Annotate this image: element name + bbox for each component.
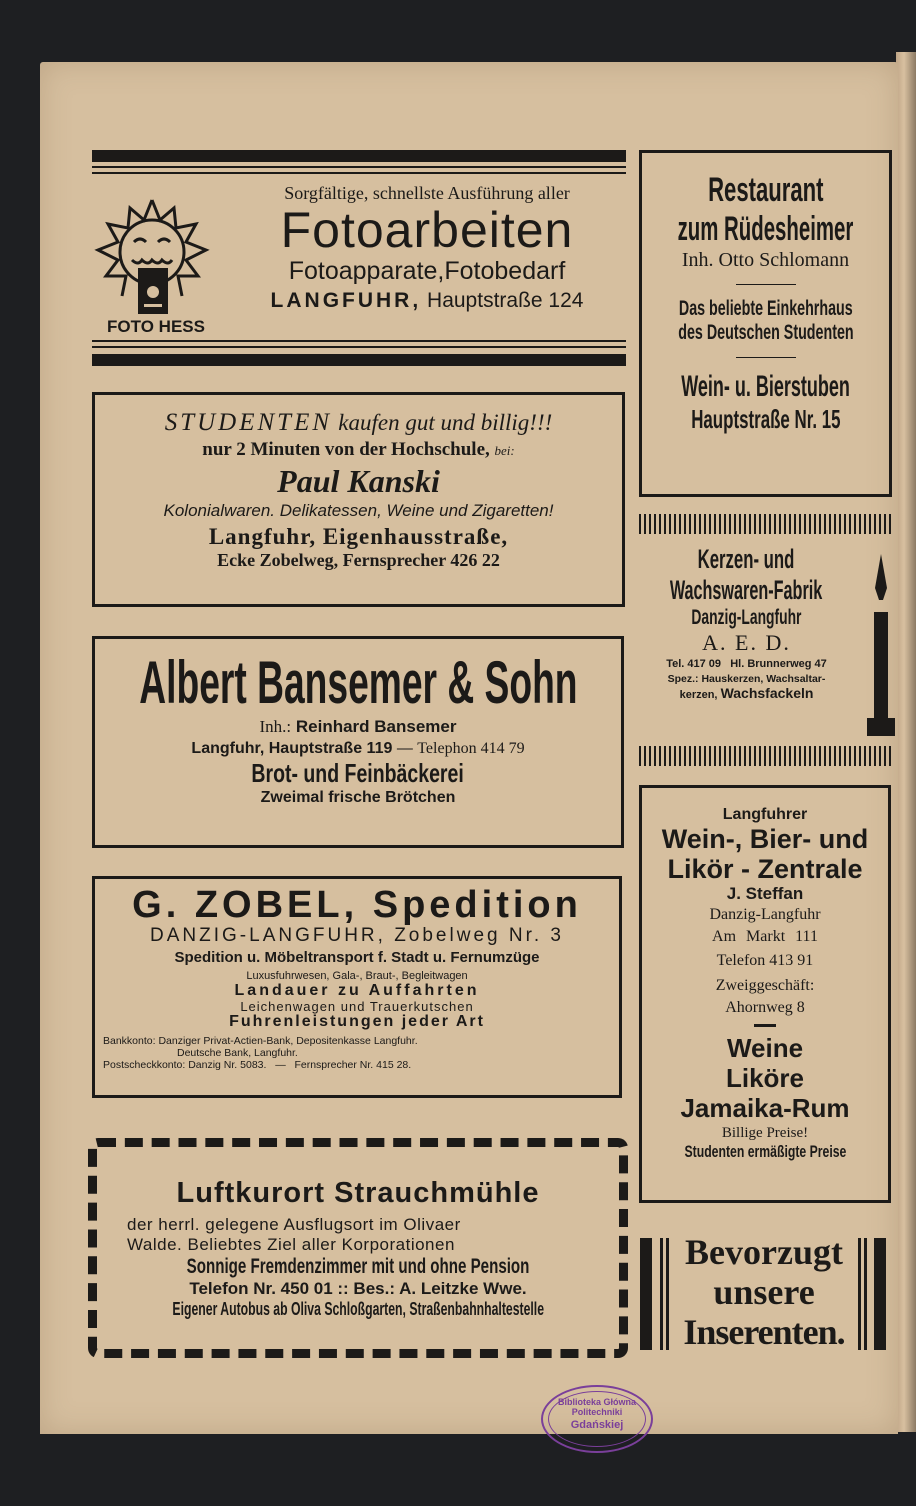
zobel-line4: Fuhrenleistungen jeder Art	[229, 1013, 485, 1030]
steffan-phone: Telefon 413 91	[716, 952, 814, 969]
steffan-students: Studenten ermäßigte Preise	[684, 1142, 846, 1161]
ad-restaurant-ruedesheimer	[639, 150, 892, 497]
kanski-address1: Langfuhr, Eigenhausstraße,	[208, 524, 509, 549]
stamp-line1: Biblioteka Główna	[557, 1397, 636, 1407]
kerzen-spez2a: kerzen,	[679, 689, 718, 701]
bansemer-phone: Telephon 414 79	[417, 740, 525, 757]
foto-address-city: LANGFUHR,	[270, 289, 422, 312]
ad-strauchmuehle	[88, 1138, 628, 1358]
stamp-line2: Politechniki	[571, 1407, 623, 1417]
restaurant-title1: Restaurant	[707, 171, 824, 209]
steffan-title2: Likör - Zentrale	[667, 854, 863, 884]
divider-line	[736, 284, 796, 285]
bevorzugt-line3: Inserenten.	[683, 1312, 845, 1352]
divider-bar	[92, 150, 626, 162]
candle-icon	[867, 554, 895, 744]
zobel-name: G. ZOBEL, Spedition	[132, 884, 582, 926]
kerzen-initials: A. E. D.	[702, 630, 791, 655]
zobel-line2: Landauer zu Auffahrten	[234, 982, 480, 999]
kerzen-contact: Tel. 417 09 Hl. Brunnerweg 47	[666, 658, 827, 670]
divider-bar	[92, 354, 626, 366]
bansemer-owner-label: Inh.:	[259, 717, 292, 736]
strauch-contact: Telefon Nr. 450 01 :: Bes.: A. Leitzke Wwe.	[189, 1279, 527, 1298]
foto-subline: Fotoapparate,Fotobedarf	[288, 257, 566, 285]
zobel-address: DANZIG-LANGFUHR, Zobelweg Nr. 3	[150, 925, 564, 946]
strauch-rooms: Sonnige Fremdenzimmer mit und ohne Pension	[186, 1255, 530, 1278]
divider-line	[92, 340, 626, 342]
kanski-slogan: kaufen gut und billig!!!	[338, 410, 553, 435]
foto-address-street: Hauptstraße 124	[427, 289, 584, 312]
ad-bevorzugt-inserenten	[636, 1230, 892, 1355]
decorative-bar	[864, 1238, 867, 1350]
kanski-address2: Ecke Zobelweg, Fernsprecher 426 22	[217, 550, 500, 570]
ad-kerzen-fabrik	[639, 510, 892, 760]
comb-border	[639, 514, 892, 534]
zobel-postcheck: Postscheckkonto: Danzig Nr. 5083.	[103, 1059, 267, 1071]
divider-line	[92, 172, 626, 174]
bansemer-dash: —	[396, 740, 413, 757]
decorative-bar	[666, 1238, 669, 1350]
steffan-goods2: Liköre	[725, 1063, 805, 1093]
steffan-city: Danzig-Langfuhr	[709, 906, 821, 923]
bansemer-name: Albert Bansemer & Sohn	[139, 649, 578, 716]
bevorzugt-line1: Bevorzugt	[685, 1232, 843, 1272]
kanski-distance: nur 2 Minuten von der Hochschule,	[202, 439, 490, 460]
zobel-bank-label: Bankkonto:	[103, 1035, 156, 1047]
kerzen-title2: Wachswaren-Fabrik	[670, 575, 823, 605]
zobel-dash: —	[275, 1059, 286, 1071]
restaurant-title2: zum Rüdesheimer	[677, 210, 854, 248]
divider-line	[754, 1024, 776, 1027]
decorative-bar	[874, 1238, 886, 1350]
kerzen-spez2b: Wachsfackeln	[720, 685, 814, 701]
library-stamp	[541, 1385, 653, 1453]
kerzen-title1: Kerzen- und	[698, 544, 795, 574]
decorative-bar	[640, 1238, 652, 1350]
restaurant-slogan2: des Deutschen Studenten	[677, 321, 854, 344]
kanski-name: Paul Kanski	[277, 463, 440, 499]
foto-hess-logo-text: FOTO HESS	[107, 317, 205, 335]
decorative-bar	[858, 1238, 861, 1350]
bansemer-business: Brot- und Feinbäckerei	[251, 758, 465, 788]
ad-bansemer	[92, 636, 624, 848]
strauch-bus: Eigener Autobus ab Oliva Schloßgarten, Straßenbahnhaltestelle	[172, 1299, 544, 1319]
stamp-line3: Gdańskiej	[570, 1419, 624, 1431]
zobel-bank2: Deutsche Bank, Langfuhr.	[177, 1047, 298, 1059]
ad-paul-kanski	[92, 392, 625, 607]
ad-zobel-spedition	[92, 876, 622, 1098]
steffan-title1: Wein-, Bier- und	[661, 824, 869, 854]
bansemer-owner: Reinhard Bansemer	[295, 717, 457, 736]
bansemer-slogan: Zweimal frische Brötchen	[260, 789, 456, 806]
restaurant-address: Hauptstraße Nr. 15	[690, 404, 841, 434]
page-edge	[896, 52, 916, 1432]
divider-line	[92, 346, 626, 348]
restaurant-slogan1: Das beliebte Einkehrhaus	[678, 297, 853, 320]
steffan-branch-label: Zweiggeschäft:	[715, 977, 815, 994]
divider-line	[92, 166, 626, 168]
foto-tagline: Sorgfältige, schnellste Ausführung aller	[284, 183, 570, 203]
ad-steffan-likoer-zentrale	[639, 785, 891, 1203]
zobel-services: Spedition u. Möbeltransport f. Stadt u. Fernumzüge	[174, 949, 540, 966]
steffan-branch: Ahornweg 8	[725, 999, 805, 1016]
decorative-bar	[660, 1238, 663, 1350]
restaurant-stuben: Wein- u. Bierstuben	[681, 370, 850, 403]
kerzen-city: Danzig-Langfuhr	[691, 606, 802, 629]
ad-foto-hess	[92, 150, 626, 368]
zobel-line3: Leichenwagen und Trauerkutschen	[240, 999, 474, 1014]
strauch-name: Luftkurort Strauchmühle	[176, 1177, 540, 1209]
steffan-prices: Billige Preise!	[721, 1125, 809, 1141]
bevorzugt-line2: unsere	[713, 1272, 815, 1312]
steffan-owner: J. Steffan	[726, 884, 804, 903]
kanski-goods: Kolonialwaren. Delikatessen, Weine und Zigaretten!	[163, 501, 554, 520]
steffan-address: Am Markt 111	[712, 928, 818, 945]
comb-border	[639, 746, 892, 766]
zobel-bank1: Danziger Privat-Actien-Bank, Depositenkasse Langfuhr.	[158, 1035, 418, 1047]
sun-with-camera-icon	[94, 190, 224, 335]
foto-headline: Fotoarbeiten	[280, 202, 574, 258]
steffan-pre: Langfuhrer	[722, 806, 808, 823]
kerzen-spez1: Spez.: Hauskerzen, Wachsaltar-	[667, 673, 826, 685]
divider-line	[736, 357, 796, 358]
zobel-line1: Luxusfuhrwesen, Gala-, Braut-, Begleitwagen	[246, 970, 468, 982]
strauch-desc2: Walde. Beliebtes Ziel aller Korporationen	[127, 1235, 455, 1254]
kanski-students: STUDENTEN	[164, 409, 333, 436]
steffan-goods3: Jamaika-Rum	[680, 1093, 850, 1123]
restaurant-owner: Inh. Otto Schlomann	[681, 249, 850, 271]
zobel-phone: Fernsprecher Nr. 415 28.	[294, 1059, 412, 1071]
bansemer-address: Langfuhr, Hauptstraße 119	[191, 740, 393, 757]
steffan-goods1: Weine	[726, 1033, 804, 1063]
kanski-bei: bei:	[494, 443, 515, 458]
strauch-desc1: der herrl. gelegene Ausflugsort im Olivaer	[127, 1215, 461, 1234]
